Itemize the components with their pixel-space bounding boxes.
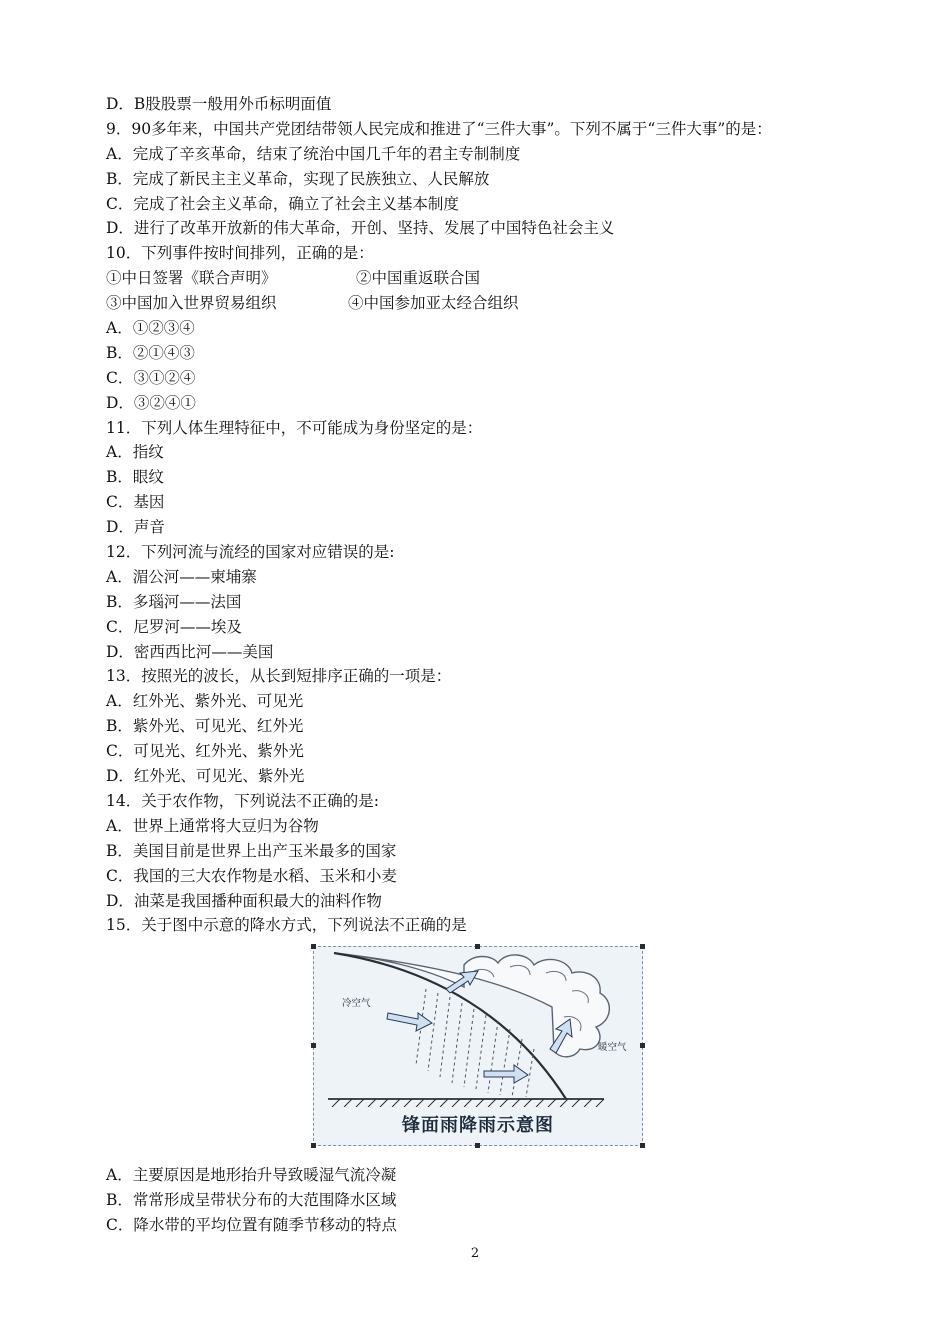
text-line: B．美国目前是世界上出产玉米最多的国家 [106, 841, 397, 860]
question-15-option-b: B．常常形成呈带状分布的大范围降水区域 [106, 1190, 397, 1209]
text-line: A．①②③④ [106, 319, 195, 338]
question-9-stem: 9．90多年来，中国共产党团结带领人民完成和推进了“三件大事”。下列不属于“三件大事”的是： [106, 119, 772, 138]
question-15-option-c: C．降水带的平均位置有随季节移动的特点 [106, 1215, 397, 1234]
text-line: C．基因 [106, 493, 165, 512]
frontal-rain-figure[interactable] [313, 946, 643, 1146]
text-line: C．我国的三大农作物是水稻、玉米和小麦 [106, 866, 397, 885]
text-line: C．尼罗河——埃及 [106, 617, 242, 636]
text-line: C．可见光、红外光、紫外光 [106, 742, 304, 761]
text-line: A．指纹 [106, 443, 164, 462]
resize-handle[interactable] [311, 944, 316, 949]
frontal-rain-diagram [314, 947, 642, 1107]
question-13-stem: 13．按照光的波长，从长到短排序正确的一项是： [106, 667, 452, 686]
text-line: A．湄公河——柬埔寨 [106, 567, 257, 586]
question-10-item: ②中国重返联合国 [356, 269, 481, 288]
resize-handle[interactable] [640, 1043, 645, 1048]
question-10-items-row [106, 266, 866, 291]
question-11-stem: 11．下列人体生理特征中，不可能成为身份坚定的是： [106, 418, 483, 437]
resize-handle[interactable] [640, 944, 645, 949]
text-line: C．③①②④ [106, 368, 196, 387]
question-10-item: ③中国加入世界贸易组织 [106, 294, 277, 313]
question-10-item: ④中国参加亚太经合组织 [348, 294, 519, 313]
resize-handle[interactable] [475, 944, 480, 949]
resize-handle[interactable] [640, 1143, 645, 1148]
text-line: B．眼纹 [106, 468, 164, 487]
resize-handle[interactable] [475, 1143, 480, 1148]
question-9-option-c: C．完成了社会主义革命，确立了社会主义基本制度 [106, 194, 459, 213]
text-line: A．红外光、紫外光、可见光 [106, 692, 304, 711]
question-10-stem: 10．下列事件按时间排列，正确的是： [106, 244, 374, 263]
question-9-option-a: A．完成了辛亥革命，结束了统治中国几千年的君主专制制度 [106, 144, 521, 163]
resize-handle[interactable] [311, 1043, 316, 1048]
resize-handle[interactable] [311, 1143, 316, 1148]
text-line: D．油菜是我国播种面积最大的油料作物 [106, 891, 382, 910]
cold-air-label: 冷空气 [342, 998, 371, 1009]
warm-air-label: 暖空气 [598, 1042, 627, 1053]
figure-caption: 锋面雨降雨示意图 [402, 1115, 554, 1136]
text-line: D．红外光、可见光、紫外光 [106, 767, 305, 786]
question-15-options [106, 1163, 866, 1238]
text-line: A．世界上通常将大豆归为谷物 [106, 816, 319, 835]
question-15-stem: 15．关于图中示意的降水方式，下列说法不正确的是 [106, 916, 467, 935]
text-line: B．多瑙河——法国 [106, 592, 242, 611]
question-14-stem: 14．关于农作物，下列说法不正确的是: [106, 791, 379, 810]
question-10-items-row [106, 291, 866, 316]
text-line: B．紫外光、可见光、红外光 [106, 717, 304, 736]
question-9-option-d: D．进行了改革开放新的伟大革命，开创、坚持、发展了中国特色社会主义 [106, 219, 615, 238]
text-line: D．密西西比河——美国 [106, 642, 274, 661]
text-line: D．声音 [106, 518, 165, 537]
text-line: D．③②④① [106, 393, 196, 412]
question-10-item: ①中日签署《联合声明》 [106, 269, 277, 288]
question-9-option-b: B．完成了新民主主义革命，实现了民族独立、人民解放 [106, 169, 490, 188]
question-text-block [106, 92, 866, 938]
page-number: 2 [470, 1246, 480, 1261]
text-line: D．B股股票一般用外币标明面值 [106, 95, 332, 113]
question-12-stem: 12．下列河流与流经的国家对应错误的是: [106, 543, 395, 562]
question-15-option-a: A．主要原因是地形抬升导致暖湿气流冷凝 [106, 1166, 397, 1184]
text-line: B．②①④③ [106, 343, 195, 362]
